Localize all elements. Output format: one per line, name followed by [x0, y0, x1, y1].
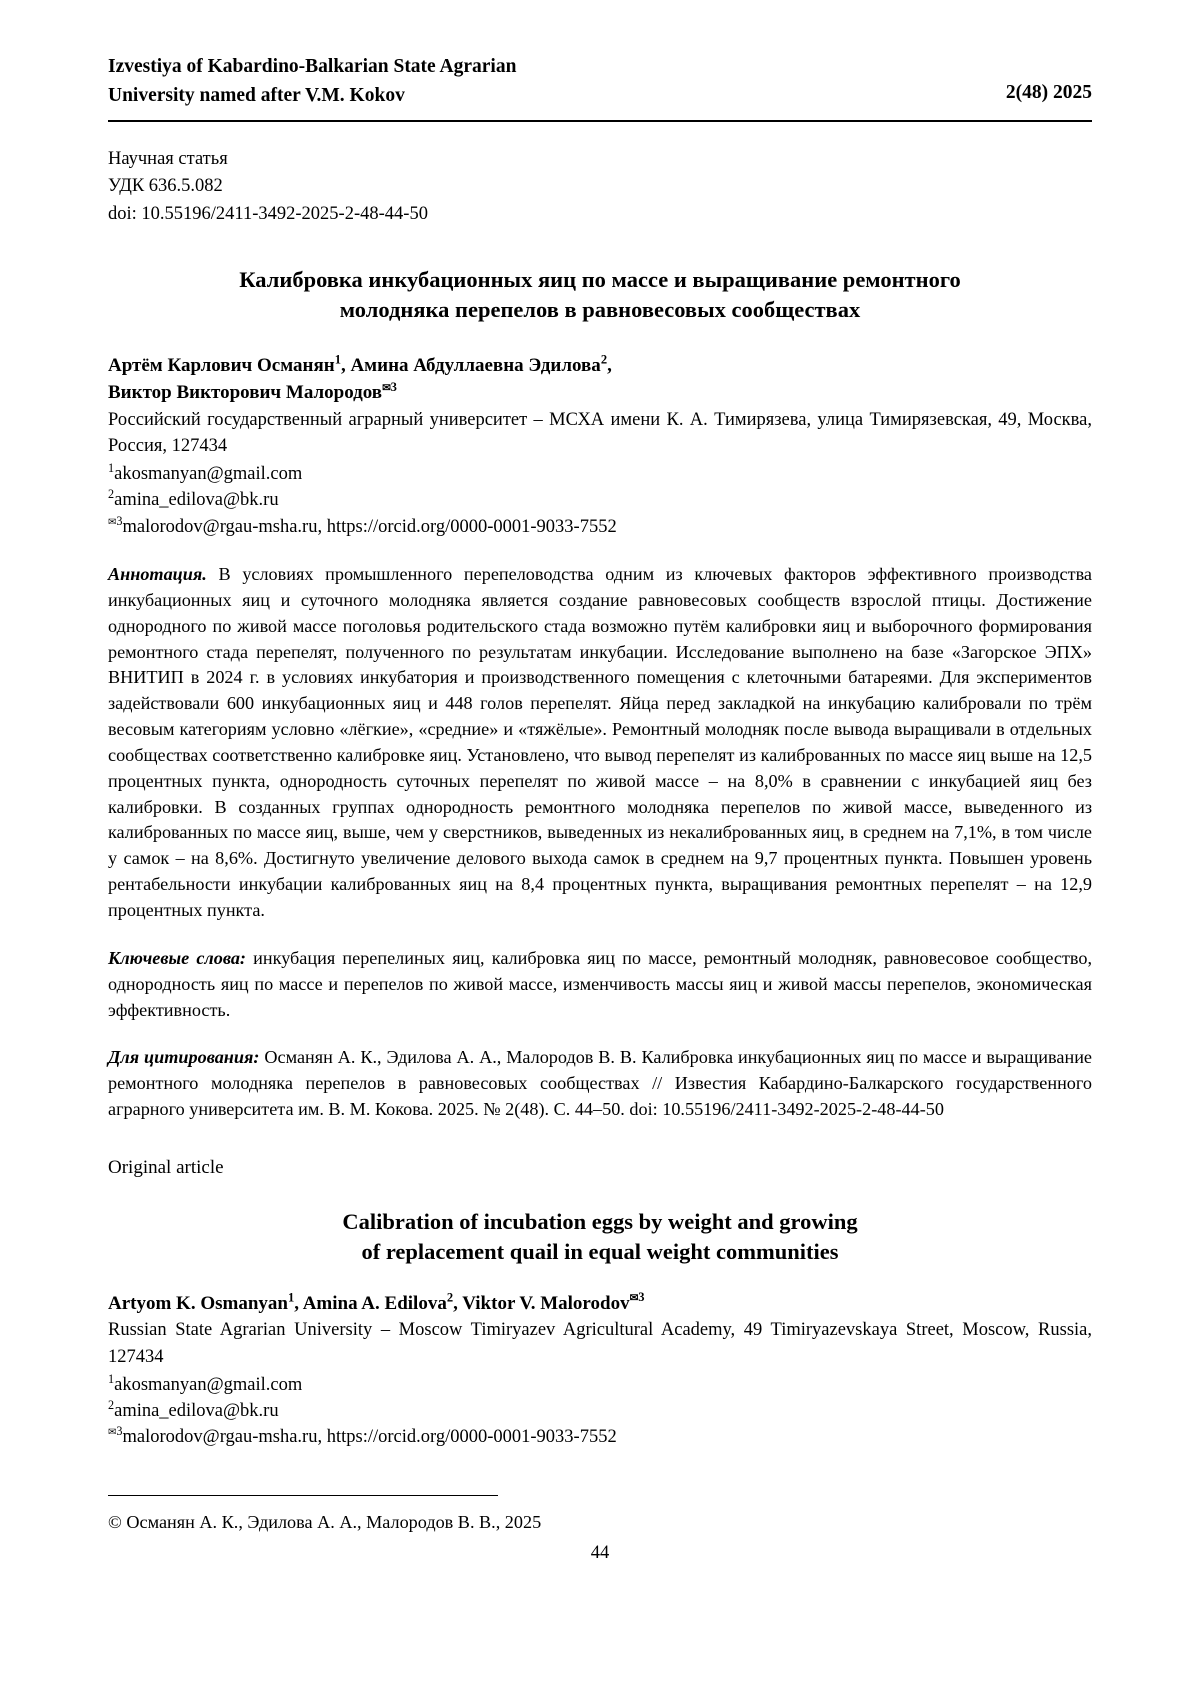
emails-en	[108, 1372, 1092, 1451]
email-2-marker-ru: 2	[108, 487, 115, 502]
corresponding-author-marker-ru	[382, 380, 397, 394]
citation-ru	[108, 1045, 1092, 1123]
envelope-icon: ✉	[108, 516, 117, 528]
article-type: Научная статья	[108, 148, 228, 169]
envelope-icon: ✉	[629, 1293, 639, 1305]
email-3-marker-en	[108, 1424, 123, 1438]
title-en-line-2: of replacement quail in equal weight communities	[361, 1239, 839, 1265]
page-title-ru	[124, 265, 1076, 326]
article-meta	[108, 146, 1092, 229]
affiliation-en: Russian State Agrarian University – Moscow Timiryazev Agricultural Academy, 49 Timiryazevskaya Street, Moscow, Russia, 127434	[108, 1320, 1092, 1367]
author-3-affil-marker-en: 3	[638, 1290, 645, 1305]
email-3-marker-ru	[108, 514, 123, 528]
author-2-name-ru: , Амина Абдуллаевна Эдилова	[340, 354, 601, 376]
envelope-icon: ✉	[382, 382, 391, 394]
page-number: 44	[590, 1542, 610, 1563]
email-2-marker-en: 2	[108, 1397, 115, 1412]
email-3-number-en: 3	[116, 1424, 123, 1439]
author-1-affil-marker: 1	[334, 352, 341, 367]
running-head-issue: 2(48) 2025	[1005, 82, 1092, 103]
email-3-number-ru: 3	[116, 513, 123, 528]
email-1-address-en[interactable]: akosmanyan@gmail.com	[114, 1374, 303, 1395]
authors-ru-separator: ,	[607, 354, 612, 376]
running-head-journal	[108, 52, 797, 111]
keywords-ru	[108, 946, 1092, 1024]
abstract-ru	[108, 562, 1092, 924]
email-1-marker-en: 1	[108, 1371, 115, 1386]
envelope-icon: ✉	[108, 1427, 117, 1439]
authors-en	[108, 1290, 1092, 1318]
footnote-divider	[108, 1495, 498, 1496]
email-ru-3	[108, 514, 1092, 540]
title-ru-line-2: молодняка перепелов в равновесовых сообществах	[339, 297, 861, 323]
email-ru-2	[108, 487, 1092, 513]
corresponding-author-marker-en	[630, 1290, 645, 1304]
email-en-2	[108, 1398, 1092, 1424]
email-3-address-ru[interactable]: malorodov@rgau-msha.ru, https://orcid.org/0000-0001-9033-7552	[122, 516, 617, 537]
abstract-label-ru: Аннотация.	[108, 564, 207, 585]
author-2-name-en: , Amina A. Edilova	[294, 1292, 447, 1314]
abstract-text-ru: В условиях промышленного перепеловодства одним из ключевых факторов эффективного производства инкубационных яиц и суточного молодняка является создание равновесовых сообществ взрослой птицы. Достижение однородного по живой массе поголовья родительского стада возможно путём калибровки яиц и выборочного формирования ремонтного стада перепелят, полученного по результатам инкубации. Исследование выполнено на базе «Загорское ЭПХ» ВНИТИП в 2024 г. в условиях инкубатория и производственного помещения с клеточными батареями. Для экспериментов задействовали 600 инкубационных яиц и 448 голов перепелят. Яйца перед закладкой на инкубацию калибровали по трём весовым категориям условно «лёгкие», «средние» и «тяжёлые». Ремонтный молодняк после вывода выращивали в отдельных сообществах соответственно калибровке яиц. Установлено, что вывод перепелят из калиброванных по массе яиц выше на 12,5 процентных пункта, однородность суточных перепелят по живой массе – на 8,0% в сравнении с инкубацией яиц без калибровки. В созданных группах однородность ремонтного молодняка перепелов по живой массе, выведенного из калиброванных по массе яиц, выше, чем у сверстников, выведенных из некалиброванных яиц, в среднем на 7,1%, в том числе у самок – на 8,6%. Достигнуто увеличение делового выхода самок в среднем на 9,7 процентных пункта. Повышен уровень рентабельности инкубации калиброванных яиц на 8,4 процентных пункта, выращивания ремонтных перепелят – на 12,9 процентных пункта.	[108, 564, 1092, 920]
email-en-3	[108, 1424, 1092, 1450]
doi: doi: 10.55196/2411-3492-2025-2-48-44-50	[108, 204, 428, 224]
email-en-1	[108, 1372, 1092, 1398]
copyright-line: © Османян А. К., Эдилова А. А., Малородов В. В., 2025	[108, 1511, 542, 1532]
citation-text-ru: Османян А. К., Эдилова А. А., Малородов В. В. Калибровка инкубационных яиц по массе и выращивание ремонтного молодняка перепелов в равновесовых сообществах // Известия Кабардино-Балкарского государственного аграрного университета им. В. М. Кокова. 2025. № 2(48). С. 44–50. doi: 10.55196/2411-3492-2025-2-48-44-50	[108, 1047, 1092, 1120]
keywords-text-ru: инкубация перепелиных яиц, калибровка яиц по массе, ремонтный молодняк, равновесовое сообщество, однородность яиц по массе и перепелов по живой массе, изменчивость массы яиц и живой массы перепелов, экономическая эффективность.	[108, 947, 1093, 1020]
email-1-marker-ru: 1	[108, 461, 115, 476]
authors-ru-line-1	[108, 352, 1092, 380]
english-front-matter	[108, 1290, 1092, 1451]
keywords-label-ru: Ключевые слова:	[108, 947, 246, 968]
email-ru-1	[108, 461, 1092, 487]
emails-ru	[108, 461, 1092, 540]
email-3-address-en[interactable]: malorodov@rgau-msha.ru, https://orcid.org/0000-0001-9033-7552	[122, 1427, 617, 1448]
affiliation-ru: Российский государственный аграрный университет – МСХА имени К. А. Тимирязева, улица Тимирязевская, 49, Москва, Россия, 127434	[108, 409, 1092, 457]
running-head	[108, 52, 1092, 111]
email-1-address-ru[interactable]: akosmanyan@gmail.com	[114, 464, 303, 485]
email-2-address-ru[interactable]: amina_edilova@bk.ru	[114, 490, 279, 511]
author-1-name-ru: Артём Карлович Османян	[108, 354, 335, 376]
udk-code: УДК 636.5.082	[108, 176, 223, 197]
header-divider	[108, 120, 1092, 122]
author-3-name-en: , Viktor V. Malorodov	[453, 1292, 630, 1314]
author-1-affil-marker-en: 1	[287, 1290, 295, 1305]
email-2-address-en[interactable]: amina_edilova@bk.ru	[114, 1401, 279, 1422]
authors-ru-line-2	[108, 379, 1092, 407]
author-2-affil-marker-en: 2	[446, 1290, 454, 1305]
title-en-line-1: Calibration of incubation eggs by weight and growing	[342, 1208, 858, 1234]
citation-label-ru: Для цитирования:	[108, 1047, 260, 1068]
author-3-name-ru: Виктор Викторович Малородов	[108, 382, 383, 404]
running-head-line-1: Izvestiya of Kabardino-Balkarian State Agrarian	[108, 56, 517, 77]
title-ru-line-1: Калибровка инкубационных яиц по массе и выращивание ремонтного	[239, 266, 961, 292]
original-article-label: Original article	[108, 1156, 224, 1178]
running-head-line-2: University named after V.M. Kokov	[108, 85, 405, 107]
author-2-affil-marker: 2	[600, 352, 608, 367]
author-3-affil-marker: 3	[390, 379, 397, 394]
author-1-name-en: Artyom K. Osmanyan	[108, 1292, 288, 1314]
page-title-en	[148, 1207, 1052, 1268]
authors-ru	[108, 352, 1092, 407]
